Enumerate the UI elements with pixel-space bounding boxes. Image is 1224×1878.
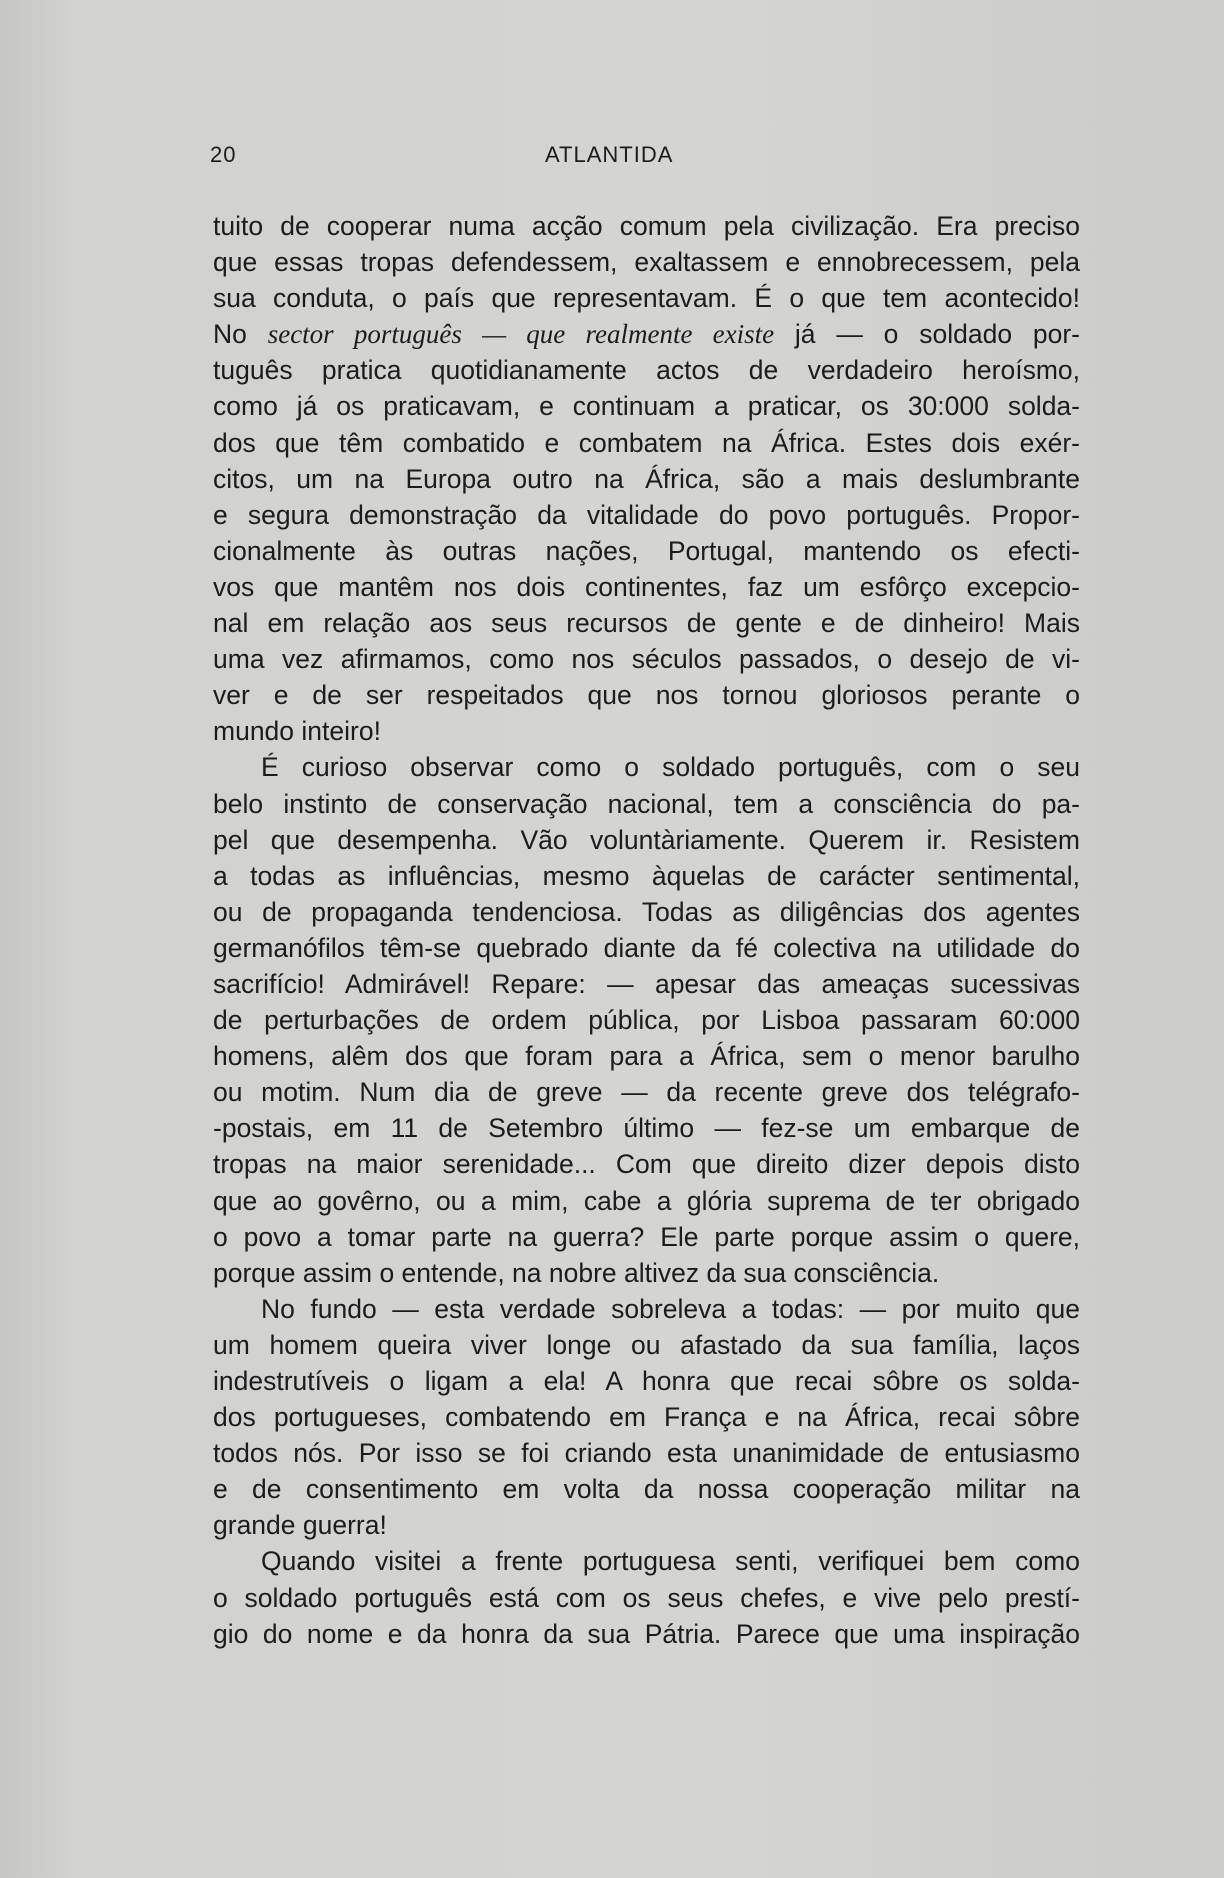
page-number: 20 [210,142,237,167]
text-line: tropas na maior serenidade... Com que direito dizer depois disto [213,1149,1080,1180]
text-line: Quando visitei a frente portuguesa senti, verifiquei bem como [261,1546,1080,1577]
text-line: mundo inteiro! [213,716,381,747]
text-line: vos que mantêm nos dois continentes, faz um esfôrço excepcio- [213,571,1080,602]
running-title: ATLANTIDA [545,142,674,167]
text-line: como já os praticavam, e continuam a praticar, os 30:000 solda- [213,391,1080,422]
text-line: de perturbações de ordem pública, por Lisboa passaram 60:000 [213,1005,1080,1036]
text-line: porque assim o entende, na nobre altivez da sua consciência. [213,1257,940,1288]
text-line: o povo a tomar parte na guerra? Ele parte porque assim o quere, [213,1221,1080,1252]
page-header [210,142,1080,176]
text-line: cionalmente às outras nações, Portugal, mantendo os efecti- [213,535,1080,566]
text-line: ou motim. Num dia de greve — da recente greve dos telégrafo- [213,1077,1080,1108]
text-line: e de consentimento em volta da nossa cooperação militar na [213,1474,1080,1505]
text-line: ver e de ser respeitados que nos tornou gloriosos perante o [213,680,1080,711]
text-line: tuito de cooperar numa acção comum pela civilização. Era preciso [213,211,1080,241]
text-line: a todas as influências, mesmo àquelas de carácter sentimental, [213,860,1080,891]
text-line [213,316,1080,352]
text-line: o soldado português está com os seus chefes, e vive pelo prestí- [213,1582,1080,1613]
text-line: belo instinto de conservação nacional, tem a consciência do pa- [213,788,1080,819]
text-line: pel que desempenha. Vão voluntàriamente. Querem ir. Resistem [213,824,1080,855]
text-line: uma vez afirmamos, como nos séculos passados, o desejo de vi- [213,644,1080,675]
text-line: nal em relação aos seus recursos de gente e de dinheiro! Mais [213,608,1080,639]
body-text [213,208,1080,1652]
text-line: que ao govêrno, ou a mim, cabe a glória suprema de ter obrigado [213,1185,1080,1216]
text-line: -postais, em 11 de Setembro último — fez-se um embarque de [213,1113,1080,1144]
text-line: sua conduta, o país que representavam. É o que tem acontecido! [213,283,1080,314]
text-segment: No [213,319,268,350]
text-line: e segura demonstração da vitalidade do povo português. Propor- [213,499,1080,530]
text-line: gio do nome e da honra da sua Pátria. Parece que uma inspiração [213,1618,1080,1649]
text-line: um homem queira viver longe ou afastado da sua família, laços [213,1329,1080,1360]
text-line: No fundo — esta verdade sobreleva a todas: — por muito que [261,1293,1080,1324]
italic-phrase: sector português — que realmente existe [267,319,775,350]
text-line: dos que têm combatido e combatem na África. Estes dois exér- [213,427,1080,458]
text-line: É curioso observar como o soldado português, com o seu [261,752,1080,783]
text-line: grande guerra! [213,1510,387,1541]
text-line: citos, um na Europa outro na África, são a mais deslumbrante [213,463,1080,494]
text-segment: já — o soldado por- [774,319,1080,350]
text-line: indestrutíveis o ligam a ela! A honra que recai sôbre os solda- [213,1366,1080,1396]
text-line: tuguês pratica quotidianamente actos de verdadeiro heroísmo, [213,355,1080,386]
text-line: que essas tropas defendessem, exaltassem e ennobrecessem, pela [213,247,1080,278]
text-line: germanófilos têm-se quebrado diante da fé colectiva na utilidade do [213,932,1080,963]
text-line: ou de propaganda tendenciosa. Todas as diligências dos agentes [213,896,1080,927]
text-line: dos portugueses, combatendo em França e na África, recai sôbre [213,1402,1080,1433]
text-line: sacrifício! Admirável! Repare: — apesar das ameaças sucessivas [213,968,1080,999]
text-line: todos nós. Por isso se foi criando esta unanimidade de entusiasmo [213,1438,1080,1469]
text-line: homens, alêm dos que foram para a África, sem o menor barulho [213,1041,1080,1072]
